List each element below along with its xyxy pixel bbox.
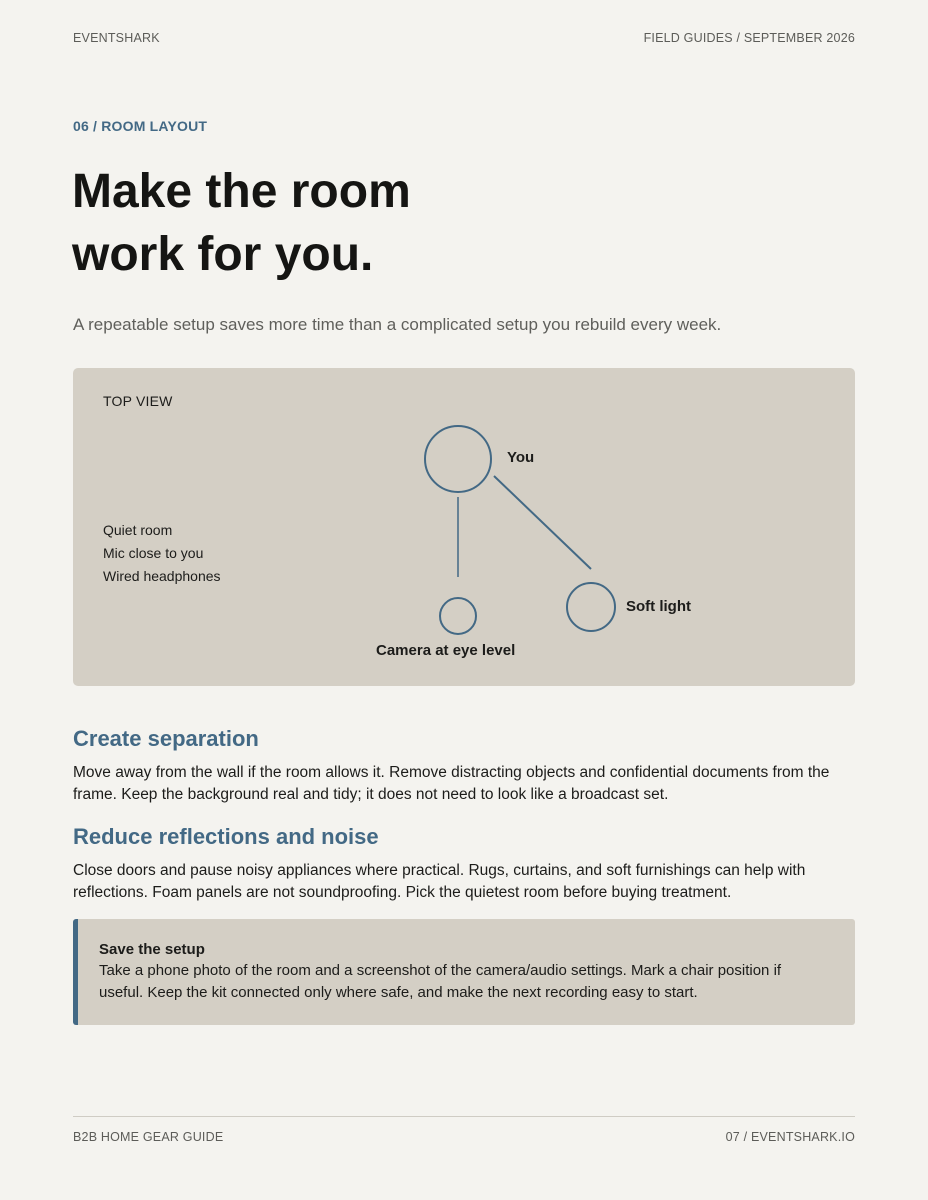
page-title <box>72 160 572 286</box>
camera-label: Camera at eye level <box>376 642 516 659</box>
title-line-1: Make the room <box>72 165 411 218</box>
you-label: You <box>507 449 535 466</box>
series-label: FIELD GUIDES / SEPTEMBER 2026 <box>643 31 855 45</box>
diagram-caption: TOP VIEW <box>103 393 173 409</box>
section-heading-separation: Create separation <box>73 726 259 751</box>
footer-divider <box>73 1116 855 1117</box>
diagram-note: Mic close to you <box>103 545 204 561</box>
section-body-noise: Close doors and pause noisy appliances where practical. Rugs, curtains, and soft furnishings can help with reflections. Foam panels are not soundproofing. Pick the quietest room before buying treatment. <box>73 862 806 901</box>
you-to-light-line <box>494 476 591 569</box>
section-heading-noise: Reduce reflections and noise <box>73 824 379 849</box>
you-node-circle <box>425 426 491 492</box>
page-header <box>73 31 855 45</box>
callout-body: Take a phone photo of the room and a screenshot of the camera/audio settings. Mark a chair position if useful. Keep the kit connected only where safe, and make the next recording easy to start. <box>99 962 782 1001</box>
diagram-graphic <box>73 368 855 686</box>
diagram-note: Quiet room <box>103 522 173 538</box>
callout-title: Save the setup <box>99 941 205 958</box>
diagram-note: Wired headphones <box>103 568 221 584</box>
brand-name: EVENTSHARK <box>73 31 160 45</box>
camera-node-circle <box>440 598 476 634</box>
light-node-circle <box>567 583 615 631</box>
room-layout-diagram <box>73 368 855 686</box>
section-kicker: 06 / ROOM LAYOUT <box>73 118 208 134</box>
title-line-2: work for you. <box>72 228 374 281</box>
lead-paragraph: A repeatable setup saves more time than a complicated setup you rebuild every week. <box>73 315 722 334</box>
footer-page-number: 07 / EVENTSHARK.IO <box>725 1130 855 1144</box>
light-label: Soft light <box>626 598 691 615</box>
footer-guide-name: B2B HOME GEAR GUIDE <box>73 1130 224 1144</box>
page-footer <box>73 1130 855 1144</box>
save-setup-callout <box>73 919 855 1025</box>
section-body-separation: Move away from the wall if the room allows it. Remove distracting objects and confidential documents from the frame. Keep the background real and tidy; it does not need to look like a broadcast set. <box>73 764 830 803</box>
